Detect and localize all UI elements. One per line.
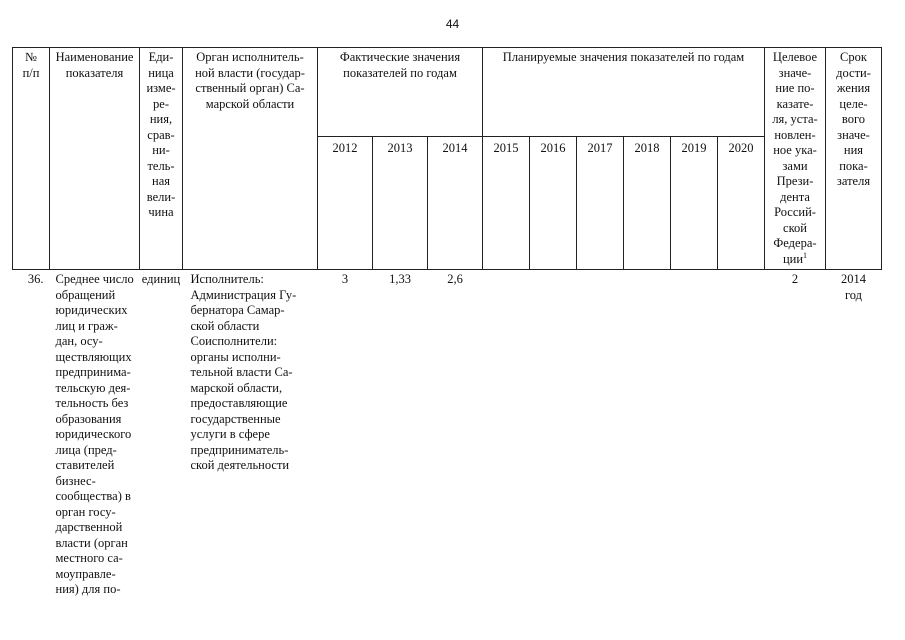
header-deadline: Срок дости- жения целе- вого значе- ния пока- зателя bbox=[826, 48, 882, 270]
header-target-value: Целевое значе- ние по- казате- ля, уста- новлен- ное ука- зами Прези- дента Россий- ской Федера- ции$^1$ bbox=[765, 48, 826, 270]
year-planned-2016: 2016 bbox=[530, 137, 577, 270]
year-actual-2012: 2012 bbox=[318, 137, 373, 270]
header-indicator-name: Наименование показателя bbox=[50, 48, 140, 270]
year-planned-2019: 2019 bbox=[671, 137, 718, 270]
year-planned-2018: 2018 bbox=[624, 137, 671, 270]
header-actual-values: Фактические значения показателей по годам bbox=[318, 48, 483, 137]
row-authority: Исполнитель: Администрация Гу- бернатора Самар- ской области Соисполнители: органы исполни- тельной власти Са- марской области, предоставляющие государственные услуги в сфере предприниматель- ской деятельности bbox=[190, 272, 297, 472]
year-actual-2013: 2013 bbox=[373, 137, 428, 270]
indicators-table bbox=[12, 47, 882, 600]
header-unit: Еди- ница изме- ре- ния, срав- ни- тель- ная вели- чина bbox=[140, 48, 183, 270]
row-target-value: 2 bbox=[791, 272, 799, 286]
footnote-marker: 1 bbox=[803, 250, 808, 260]
table-row bbox=[13, 270, 882, 600]
row-planned-2017 bbox=[577, 270, 624, 600]
row-planned-2020 bbox=[718, 270, 765, 600]
row-number: 36. bbox=[27, 272, 44, 286]
year-actual-2014: 2014 bbox=[428, 137, 483, 270]
row-unit: единиц bbox=[141, 272, 181, 286]
page-number: 44 bbox=[445, 17, 460, 31]
row-actual-2014: 2,6 bbox=[447, 272, 463, 286]
year-planned-2015: 2015 bbox=[483, 137, 530, 270]
row-actual-2013: 1,33 bbox=[389, 272, 411, 286]
row-actual-2012: 3 bbox=[341, 272, 349, 286]
header-authority: Орган исполнитель- ной власти (государ- ственный орган) Са- марской области bbox=[183, 48, 318, 270]
row-deadline: 2014 год bbox=[841, 272, 866, 302]
header-row-top bbox=[13, 48, 882, 137]
year-planned-2017: 2017 bbox=[577, 137, 624, 270]
year-planned-2020: 2020 bbox=[718, 137, 765, 270]
header-planned-values: Планируемые значения показателей по годам bbox=[483, 48, 765, 137]
row-indicator-name: Среднее число обращений юридических лиц и граж- дан, осу- ществляющих предпринима- тельскую дея- тельность без образования юридического лица (пред- ставителей бизнес- сообщества) в орган госу- дарственной власти (орган местного са- моуправле- ния) для по- bbox=[55, 272, 134, 596]
row-planned-2015 bbox=[483, 270, 530, 600]
header-number: № п/п bbox=[13, 48, 50, 270]
row-planned-2019 bbox=[671, 270, 718, 600]
row-planned-2016 bbox=[530, 270, 577, 600]
row-planned-2018 bbox=[624, 270, 671, 600]
